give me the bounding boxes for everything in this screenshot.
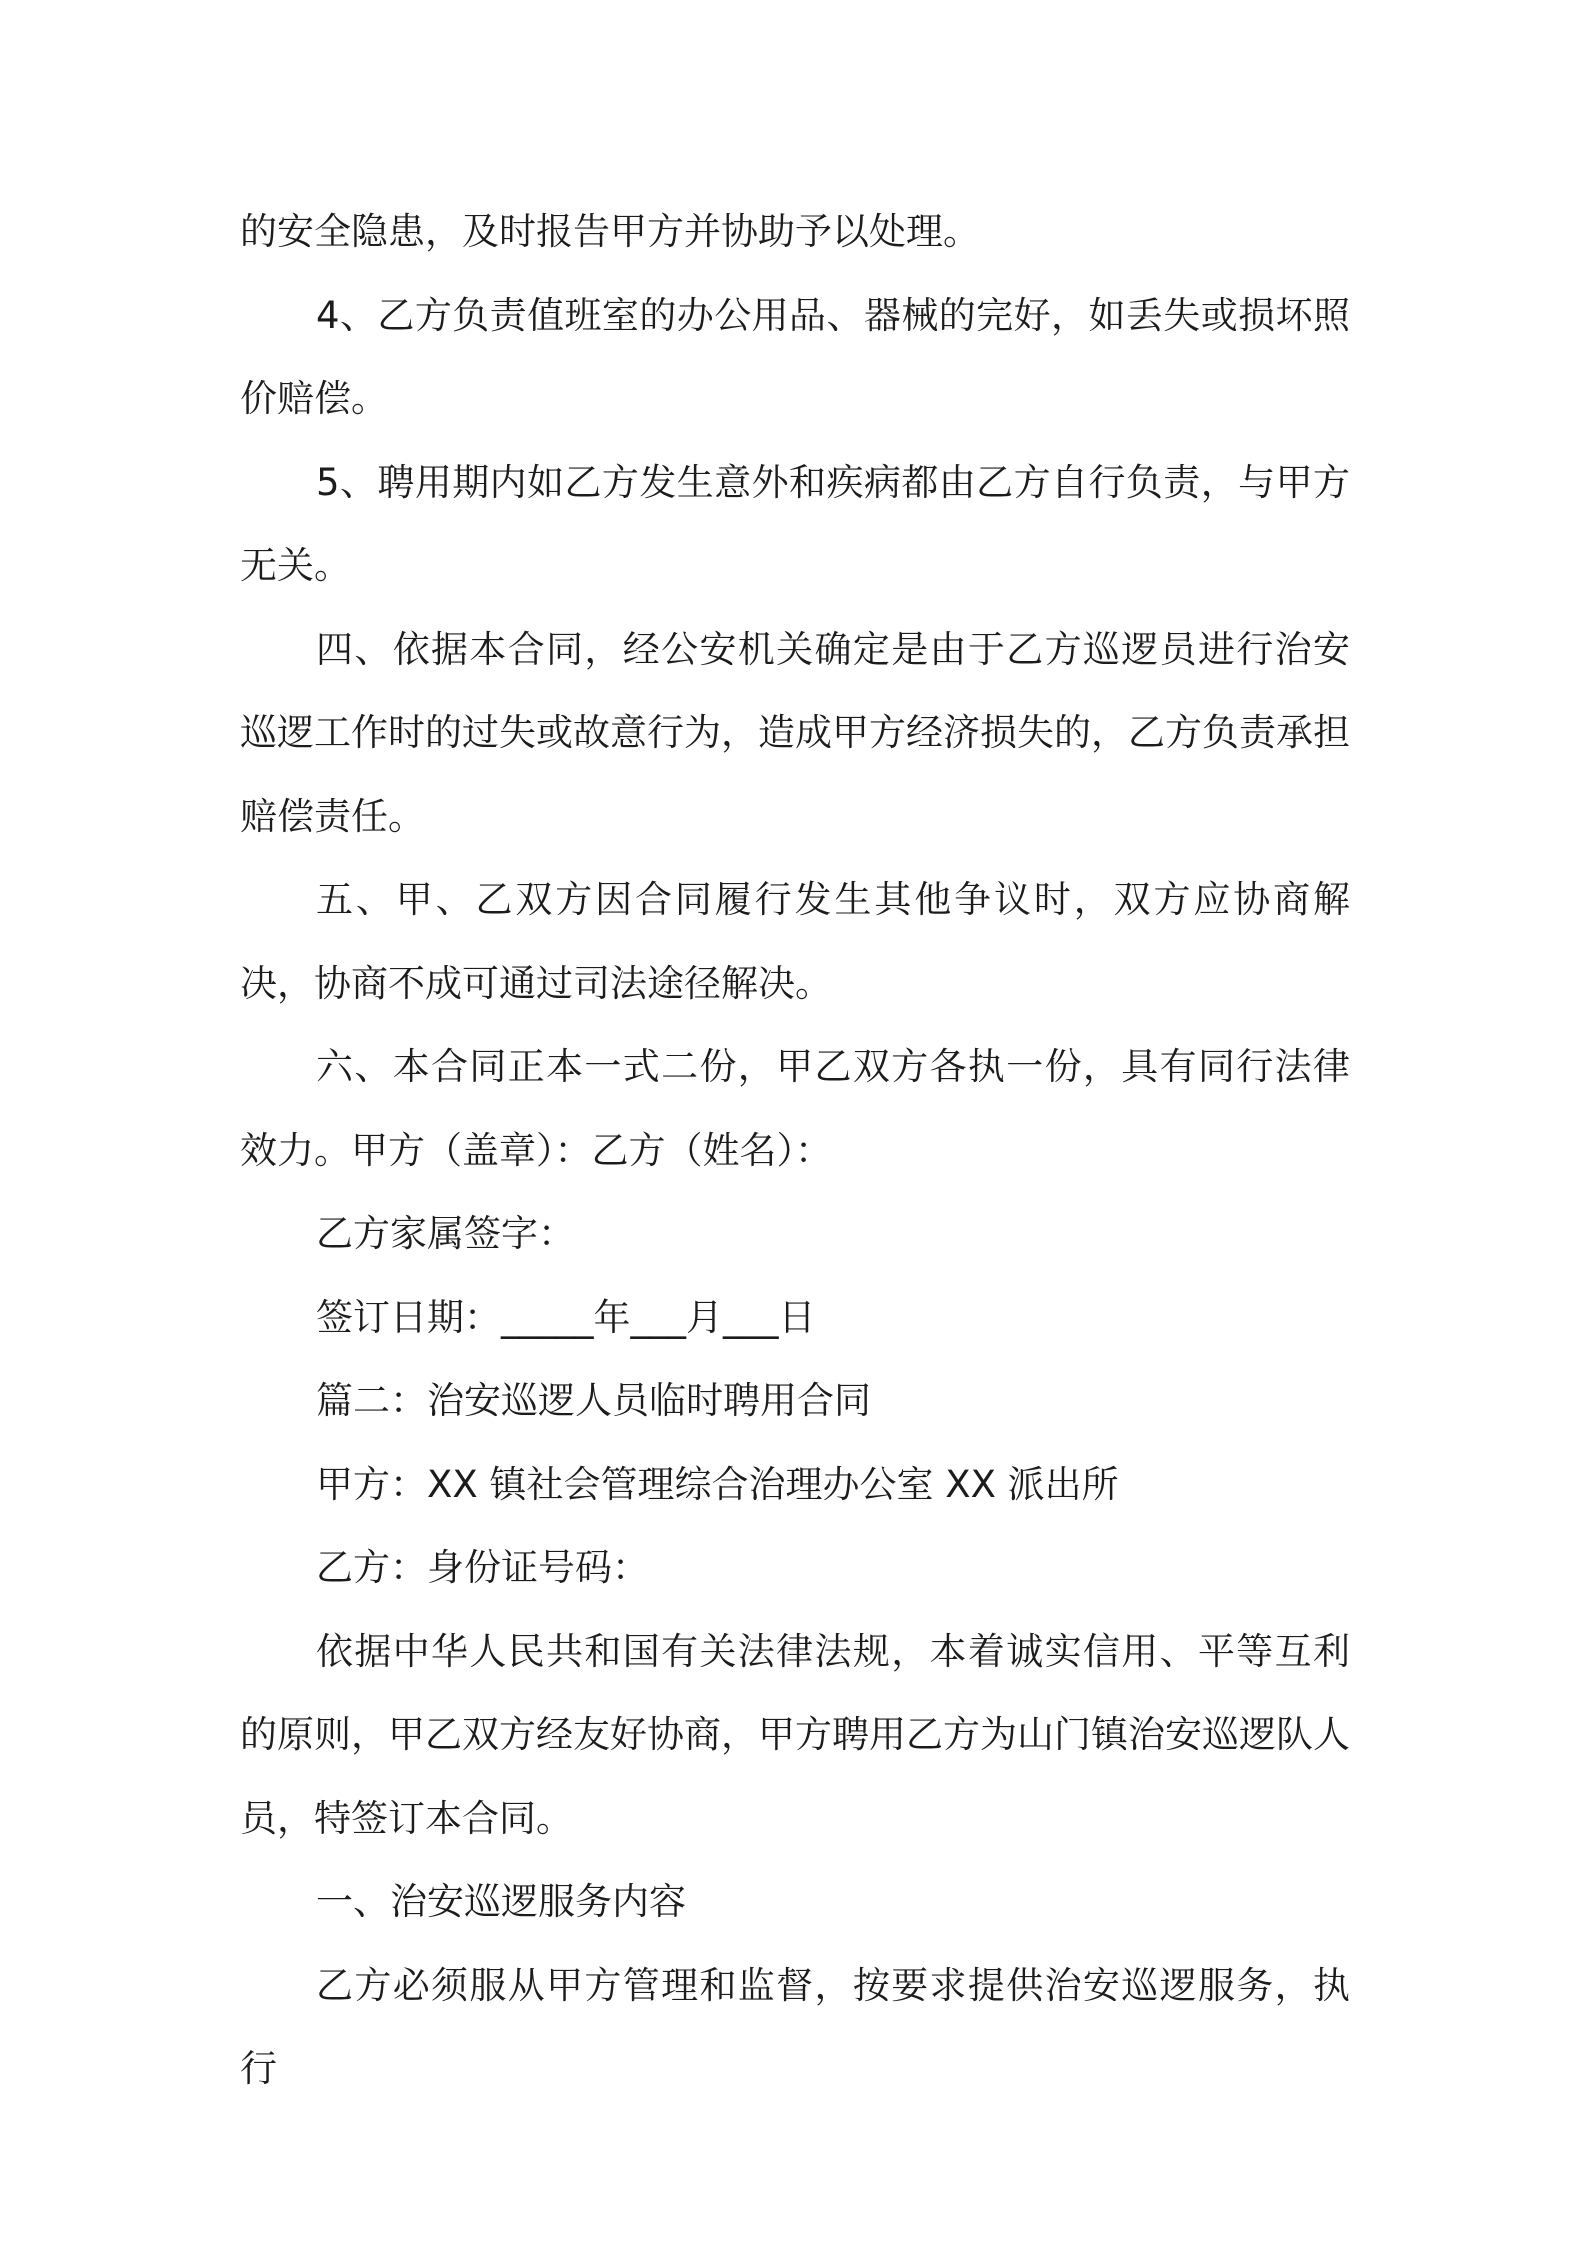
paragraph-preamble: 依据中华人民共和国有关法律法规，本着诚实信用、平等互利的原则，甲乙双方经友好协商，甲方聘用乙方为山门镇治安巡逻队人员，特签订本合同。 bbox=[240, 1629, 1350, 1840]
section-heading-1: 一、治安巡逻服务内容 bbox=[316, 1880, 686, 1923]
signing-date-line: 签订日期：_____年___月___日 bbox=[316, 1295, 816, 1339]
part-two-title: 篇二：治安巡逻人员临时聘用合同 bbox=[316, 1379, 871, 1422]
party-a-line: 甲方：XX 镇社会管理综合治理办公室 XX 派出所 bbox=[316, 1462, 1119, 1506]
family-signature-line: 乙方家属签字： bbox=[316, 1212, 575, 1255]
paragraph-section-1-body: 乙方必须服从甲方管理和监督，按要求提供治安巡逻服务，执行 bbox=[240, 1963, 1350, 2090]
paragraph-section-6: 六、本合同正本一式二份，甲乙双方各执一份，具有同行法律效力。甲方（盖章）：乙方（姓名）： bbox=[240, 1045, 1350, 1172]
paragraph-section-5: 五、甲、乙双方因合同履行发生其他争议时，双方应协商解决，协商不成可通过司法途径解决。 bbox=[240, 878, 1350, 1005]
paragraph-section-4: 四、依据本合同，经公安机关确定是由于乙方巡逻员进行治安巡逻工作时的过失或故意行为，造成甲方经济损失的，乙方负责承担赔偿责任。 bbox=[240, 627, 1350, 838]
document-body bbox=[240, 190, 1350, 2111]
paragraph-clause-4: 4、乙方负责值班室的办公用品、器械的完好，如丢失或损坏照价赔偿。 bbox=[240, 293, 1350, 420]
paragraph-continuation: 的安全隐患，及时报告甲方并协助予以处理。 bbox=[240, 210, 980, 253]
paragraph-clause-5: 5、聘用期内如乙方发生意外和疾病都由乙方自行负责，与甲方无关。 bbox=[240, 460, 1350, 587]
party-b-line: 乙方：身份证号码： bbox=[316, 1546, 649, 1589]
